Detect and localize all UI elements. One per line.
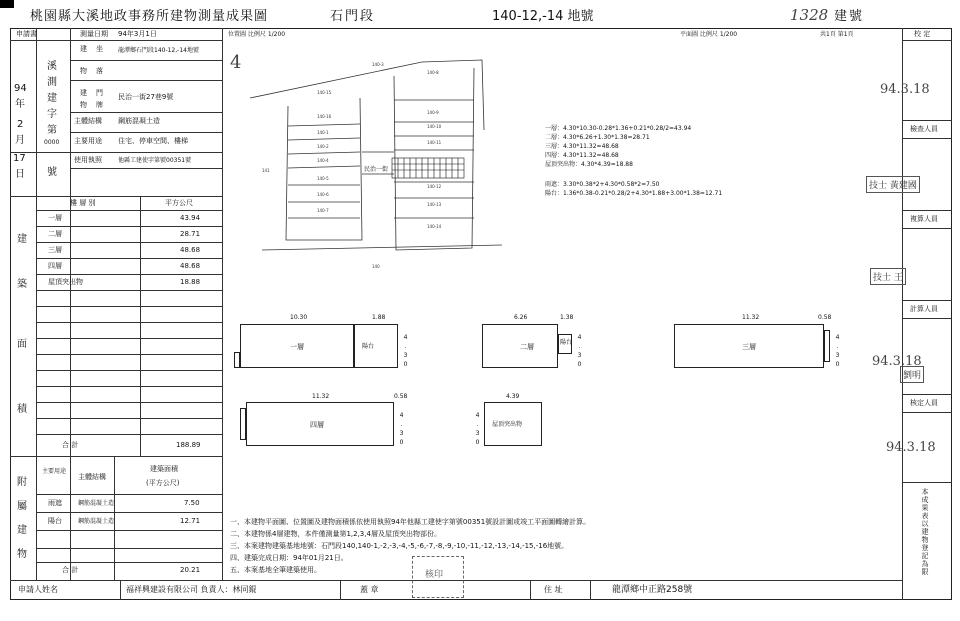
annex-row-2-area: 12.71 [180,517,201,525]
lot-label: 140-3 [372,62,384,67]
lot-label: 140-8 [427,70,439,75]
lot-label: 140-10 [427,124,442,129]
inspector-label: 檢查人員 [910,125,938,133]
floor-row-1-area: 43.94 [180,214,201,222]
annex-area-unit: (平方公尺) [146,479,180,487]
annex-use-head: 主要用途 [42,468,67,475]
lot-label: 140-15 [317,90,332,95]
annex-structure-head: 主體結構 [78,473,106,481]
approval-date-3: 94.3.18 [886,440,936,455]
permit-month-char: 月 [15,135,25,146]
floor-row-3-area: 48.68 [180,246,201,254]
address-label: 住 址 [544,585,563,594]
section-name: 石門段 [330,9,376,24]
lot-label: 140-5 [317,176,329,181]
address-value: 龍潭鄉中正路258號 [612,585,693,595]
page-label: 共1頁 第1頁 [820,31,854,38]
seal-label: 蓋 章 [360,585,379,594]
annex-row-1-structure: 鋼筋混凝土造 [78,500,115,507]
floor-plan-label: 平面圖 比例尺 1/200 [680,31,738,38]
permit-label: 使用執照 [74,156,102,164]
lot-label: 140-7 [317,208,329,213]
calculator-stamp: 劉明 [900,366,924,383]
lot-label: 140-11 [427,140,442,145]
rechecker-label: 複算人員 [910,215,938,223]
structure-label: 主體結構 [74,117,102,125]
area-head: 平方公尺 [165,199,193,207]
floor-row-2-area: 28.71 [180,230,201,238]
lot-label: 140-9 [427,110,439,115]
survey-date-value: 94年3月1日 [118,30,157,38]
permit-day-num: 17 [13,153,26,164]
permit-year-num: 94 [14,83,27,94]
footer-vertical-note: 本成果表以建物登記為限 [921,488,929,576]
permit-char-2: 測 [47,77,57,88]
permit-value: 他縣工建使字第號00351號 [118,157,192,164]
application-label: 申請書 [16,30,37,38]
approval-head: 校 定 [914,30,931,38]
main-use-value: 住宅、停車空間、樓梯 [118,137,188,145]
permit-year-char: 年 [15,99,25,110]
floor-row-2-name: 二層 [48,230,62,238]
lot-label: 140-6 [317,192,329,197]
applicant-label: 申請人姓名 [18,585,58,594]
road-label: 民治一街 [364,166,389,173]
inspector-stamp: 技士 黃建國 [866,176,920,193]
survey-date-label: 測量日期 [80,30,108,38]
permit-number: 0000 [44,139,60,146]
permit-char-1: 溪 [47,61,57,72]
floor-row-4-area: 48.68 [180,262,201,270]
floor-head: 樓 層 別 [70,199,96,207]
lot-label: 141 [262,168,270,173]
floor-row-5-area: 18.88 [180,278,201,286]
annex-row-1-area: 7.50 [184,499,200,507]
lot-label: 140 [372,264,380,269]
permit-day-char: 日 [15,169,25,180]
floor-row-1-name: 一層 [48,214,62,222]
annex-row-2-use: 陽台 [48,517,62,525]
annex-area-head: 建築面積 [150,465,178,473]
permit-char-5: 第 [47,125,57,136]
floor-row-4-name: 四層 [48,262,62,270]
corner-mark [0,0,14,8]
annex-row-2-structure: 鋼筋混凝土造 [78,518,115,525]
permit-char-6: 號 [47,167,57,178]
lot-label: 140-4 [317,158,329,163]
lot-label: 140-2 [317,144,329,149]
permit-month-num: 2 [17,119,24,130]
rechecker-stamp: 技士 王 [870,268,906,285]
location-map [222,40,522,280]
permit-char-4: 字 [47,109,57,120]
structure-value: 鋼筋混凝土造 [118,117,160,125]
office-title: 桃園縣大溪地政事務所建物測量成果圖 [30,9,269,24]
approval-date-1: 94.3.18 [880,82,930,97]
office-seal: 核印 [412,556,464,598]
annex-row-1-use: 雨遮 [48,499,62,507]
north-arrow-icon: 4 [230,52,242,73]
annex-total-value: 20.21 [180,566,201,574]
lot-label: 140-13 [427,202,442,207]
approver-label: 核定人員 [910,399,938,407]
lot-label: 140-14 [427,224,442,229]
lot-label: 140-1 [317,130,329,135]
floor-total-label: 合 計 [62,441,79,449]
address-value: 民治一街27巷9號 [118,93,174,101]
location-plan-label: 位置圖 比例尺 1/200 [228,31,286,38]
building-location-value: 龍潭鄉石門段140-12,-14地號 [118,47,199,54]
calculator-label: 計算人員 [910,305,938,313]
lot-numbers: 140-12,-14 地號 [492,9,594,24]
floor-row-5-name: 屋頂突出物 [48,278,83,286]
annex-total-label: 合 計 [62,566,79,574]
permit-char-3: 建 [47,93,57,104]
approval-date-2: 94.3.18 [872,354,922,369]
floor-row-3-name: 三層 [48,246,62,254]
main-use-label: 主要用途 [74,137,102,145]
building-number: 1328 [790,6,829,24]
building-number-label: 建號 [834,9,865,24]
applicant-value: 福祥興建設有限公司 負責人：林同錕 [126,585,257,594]
floor-total-value: 188.89 [176,441,201,449]
lot-label: 140-12 [427,184,442,189]
lot-label: 140-16 [317,114,332,119]
